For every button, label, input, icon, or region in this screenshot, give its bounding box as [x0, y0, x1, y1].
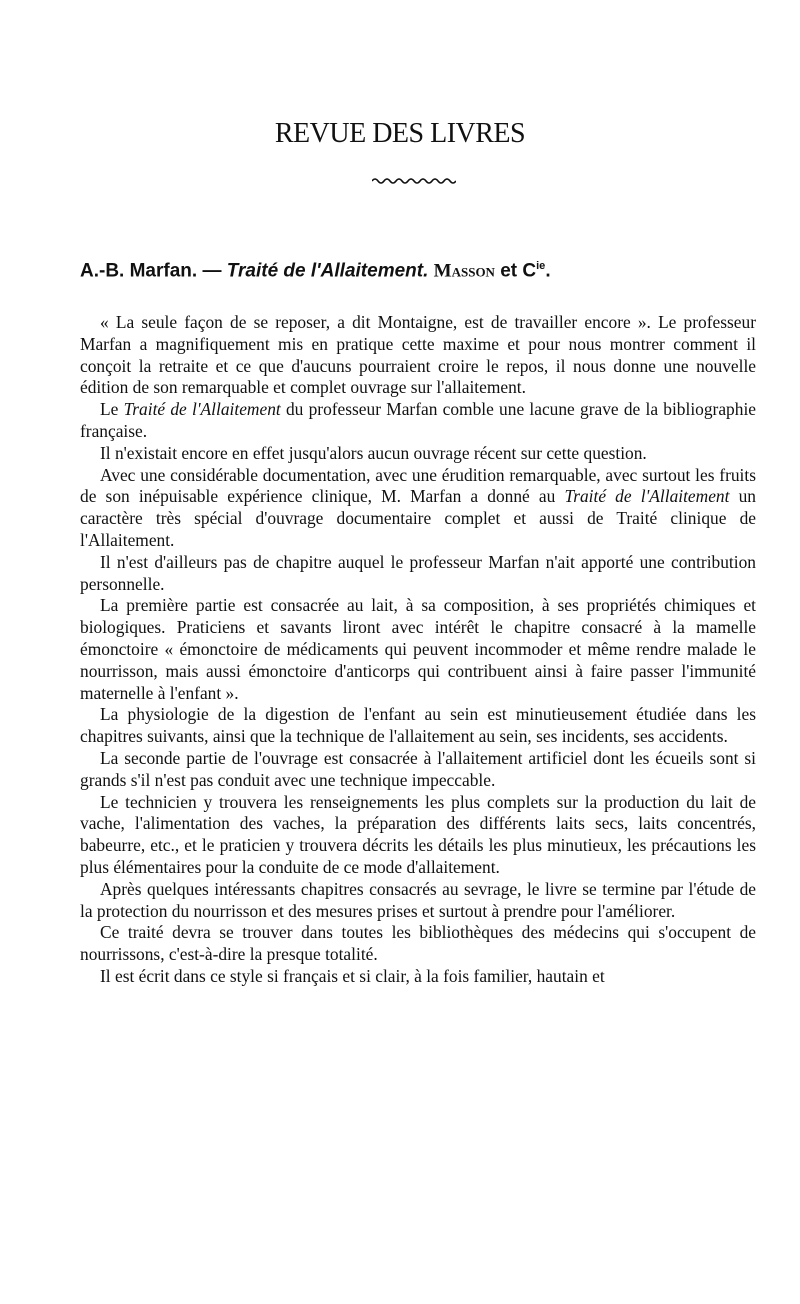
- paragraph-2: [80, 399, 756, 443]
- heading-dash: —: [197, 260, 227, 282]
- paragraph-2-book-title: Traité de l'Allaitement: [123, 399, 281, 420]
- review-heading: [80, 260, 760, 282]
- paragraph-12: Il est écrit dans ce style si français et si clair, à la fois familier, hautain et: [100, 965, 605, 986]
- paragraph-10: Après quelques intéressants chapitres consacrés au sevrage, le livre se termine par l'étude de la protection du nourrisson et des mesures prises et surtout à prendre pour l'améliorer.: [80, 878, 756, 921]
- review-publisher: Masson: [433, 260, 495, 282]
- paragraph-11: Ce traité devra se trouver dans toutes les bibliothèques des médecins qui s'occupent de nourrissons, c'est-à-dire la presque totalité.: [80, 922, 756, 965]
- paragraph-4-text-a: Avec une considérable documentation, avec une érudition remarquable, avec surtout les fruits de son inépuisable expérience clinique, M. Marfan a donné au: [80, 464, 756, 507]
- paragraph-2-text-b: du professeur Marfan comble une lacune grave de la bibliographie française.: [80, 399, 756, 441]
- paragraph-4-text-b: un caractère très spécial d'ouvrage documentaire complet et aussi de Traité clinique de l'Allaitement.: [80, 486, 757, 550]
- paragraph-1: « La seule façon de se reposer, a dit Montaigne, est de travailler encore ». Le professeur Marfan a magnifiquement mis en pratique cette maxime et pour nous montrer comment il conçoit la retraite et ce que d'aucuns pourraient croire le repos, il nous donne une nouvelle édition de son remarquable et complet ouvrage sur l'allaitement.: [80, 312, 756, 398]
- publisher-suffix-superscript: ie: [536, 260, 546, 272]
- publisher-suffix-end: .: [545, 260, 551, 282]
- paragraph-6: La première partie est consacrée au lait, à sa composition, à ses propriétés chimiques et biologiques. Praticiens et savants liront avec intérêt le chapitre consacré à la mamelle émonctoire « émonctoire de médicaments qui peuvent incommoder et même rendre malade le nourrisson, mais aussi émonctoire d'anticorps qui contribuent ainsi à faire passer l'immunité maternelle à l'enfant ».: [80, 595, 756, 703]
- review-body: [80, 312, 756, 988]
- paragraph-7: La physiologie de la digestion de l'enfant au sein est minutieusement étudiée dans les chapitres suivants, ainsi que la technique de l'allaitement au sein, ses incidents, ses accidents.: [80, 704, 756, 747]
- review-work-title: Traité de l'Allaitement.: [226, 260, 429, 282]
- paragraph-8: La seconde partie de l'ouvrage est consacrée à l'allaitement artificiel dont les écueils sont si grands s'il n'est pas conduit avec une technique impeccable.: [80, 747, 756, 790]
- page-title: REVUE DES LIVRES: [274, 118, 526, 149]
- review-author: A.-B. Marfan.: [80, 260, 198, 282]
- paragraph-4-book-title: Traité de l'Allaitement: [564, 486, 730, 507]
- paragraph-3: Il n'existait encore en effet jusqu'alors aucun ouvrage récent sur cette question.: [100, 442, 647, 463]
- paragraph-5: Il n'est d'ailleurs pas de chapitre auquel le professeur Marfan n'ait apporté une contribution personnelle.: [80, 551, 756, 594]
- paragraph-9: Le technicien y trouvera les renseignements les plus complets sur la production du lait de vache, l'alimentation des vaches, la préparation des différents laits secs, laits concentrés, babeurre, etc., et le praticien y trouvera décrits les détails les plus minutieux, les précautions les plus élémentaires pour la conduite de ce mode d'allaitement.: [80, 791, 756, 877]
- paragraph-4: [80, 465, 756, 552]
- paragraph-2-text-a: Le: [100, 399, 124, 420]
- publisher-suffix: et C: [494, 260, 537, 282]
- wavy-ornament-icon: [372, 176, 456, 186]
